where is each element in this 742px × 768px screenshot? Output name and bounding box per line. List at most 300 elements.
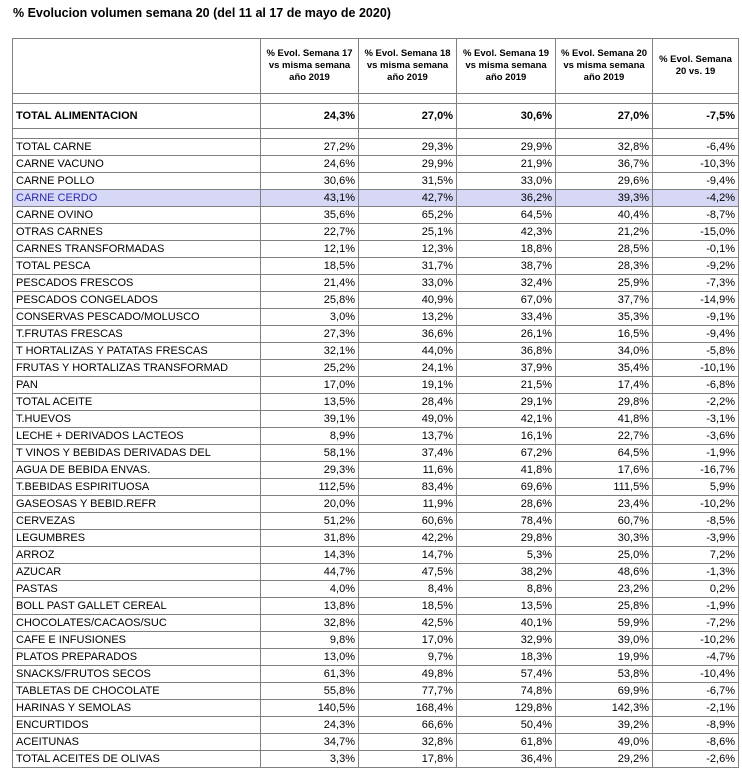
value-cell: 42,1% — [457, 411, 556, 428]
row-label — [13, 751, 261, 768]
value-cell: 49,0% — [359, 411, 457, 428]
row-label — [13, 207, 261, 224]
row-label — [13, 360, 261, 377]
row-label-text: CARNE CERDO — [16, 192, 98, 204]
value-cell: 22,7% — [261, 224, 359, 241]
value-cell: 16,5% — [556, 326, 653, 343]
column-header-week17: % Evol. Semana 17 vs misma semana año 2019 — [261, 39, 359, 94]
value-cell: 64,5% — [457, 207, 556, 224]
value-cell: 16,1% — [457, 428, 556, 445]
value-cell: 67,0% — [457, 292, 556, 309]
value-cell: 24,3% — [261, 717, 359, 734]
value-cell: 13,5% — [261, 394, 359, 411]
value-cell: 41,8% — [556, 411, 653, 428]
value-cell: 34,0% — [556, 343, 653, 360]
value-cell: 37,4% — [359, 445, 457, 462]
row-label-text: CARNES TRANSFORMADAS — [16, 243, 165, 255]
column-header-week20-vs-19: % Evol. Semana 20 vs. 19 — [653, 39, 739, 94]
value-cell: -6,7% — [653, 683, 739, 700]
value-cell: 19,9% — [556, 649, 653, 666]
row-label-text: CARNE POLLO — [16, 175, 95, 187]
row-label — [13, 292, 261, 309]
value-cell: 40,4% — [556, 207, 653, 224]
row-label-text: CARNE OVINO — [16, 209, 94, 221]
table-row — [13, 258, 739, 275]
table-row — [13, 428, 739, 445]
value-cell: 31,7% — [359, 258, 457, 275]
row-label-text: LEGUMBRES — [16, 532, 86, 544]
row-label — [13, 326, 261, 343]
row-label — [13, 700, 261, 717]
value-cell: 36,6% — [359, 326, 457, 343]
row-label — [13, 581, 261, 598]
row-label — [13, 309, 261, 326]
table-row — [13, 224, 739, 241]
value-cell: -2,6% — [653, 751, 739, 768]
value-cell: 38,7% — [457, 258, 556, 275]
row-label — [13, 241, 261, 258]
value-cell: -10,1% — [653, 360, 739, 377]
row-label — [13, 343, 261, 360]
row-label-text: ENCURTIDOS — [16, 719, 89, 731]
value-cell: -10,3% — [653, 156, 739, 173]
value-cell: 66,6% — [359, 717, 457, 734]
row-label-text: AZUCAR — [16, 566, 62, 578]
value-cell: 47,5% — [359, 564, 457, 581]
value-cell: 42,7% — [359, 190, 457, 207]
table-row — [13, 326, 739, 343]
value-cell: -10,2% — [653, 496, 739, 513]
value-cell: 12,3% — [359, 241, 457, 258]
value-cell: 17,0% — [261, 377, 359, 394]
total-row-label: TOTAL ALIMENTACION — [13, 104, 261, 129]
value-cell: 21,4% — [261, 275, 359, 292]
value-cell: 36,4% — [457, 751, 556, 768]
table-row — [13, 530, 739, 547]
value-cell: -8,6% — [653, 734, 739, 751]
row-label — [13, 156, 261, 173]
value-cell: -9,1% — [653, 309, 739, 326]
value-cell: 30,6% — [261, 173, 359, 190]
total-cell: 30,6% — [457, 104, 556, 129]
table-row — [13, 377, 739, 394]
value-cell: 20,0% — [261, 496, 359, 513]
value-cell: 55,8% — [261, 683, 359, 700]
value-cell: 39,0% — [556, 632, 653, 649]
row-label — [13, 411, 261, 428]
value-cell: -6,4% — [653, 139, 739, 156]
table-row — [13, 394, 739, 411]
value-cell: 51,2% — [261, 513, 359, 530]
value-cell: 74,8% — [457, 683, 556, 700]
column-header-week20: % Evol. Semana 20 vs misma semana año 2019 — [556, 39, 653, 94]
value-cell: 21,9% — [457, 156, 556, 173]
value-cell: -3,1% — [653, 411, 739, 428]
value-cell: 18,5% — [359, 598, 457, 615]
value-cell: 31,8% — [261, 530, 359, 547]
value-cell: -3,6% — [653, 428, 739, 445]
value-cell: 11,9% — [359, 496, 457, 513]
table-row — [13, 173, 739, 190]
value-cell: -0,1% — [653, 241, 739, 258]
value-cell: 13,7% — [359, 428, 457, 445]
row-label — [13, 632, 261, 649]
value-cell: 23,2% — [556, 581, 653, 598]
row-label — [13, 615, 261, 632]
value-cell: 32,8% — [359, 734, 457, 751]
table-row — [13, 241, 739, 258]
table-row — [13, 479, 739, 496]
value-cell: -1,9% — [653, 598, 739, 615]
value-cell: -7,2% — [653, 615, 739, 632]
table-row — [13, 547, 739, 564]
row-label — [13, 683, 261, 700]
row-label-text: T.BEBIDAS ESPIRITUOSA — [16, 481, 150, 493]
value-cell: 53,8% — [556, 666, 653, 683]
value-cell: 78,4% — [457, 513, 556, 530]
row-label — [13, 445, 261, 462]
value-cell: 32,4% — [457, 275, 556, 292]
row-label — [13, 734, 261, 751]
row-label — [13, 564, 261, 581]
value-cell: 17,0% — [359, 632, 457, 649]
row-label — [13, 394, 261, 411]
value-cell: 40,1% — [457, 615, 556, 632]
row-label — [13, 462, 261, 479]
value-cell: 36,7% — [556, 156, 653, 173]
table-row — [13, 666, 739, 683]
total-row — [13, 104, 739, 129]
row-label-text: CARNE VACUNO — [16, 158, 104, 170]
value-cell: 27,3% — [261, 326, 359, 343]
table-row — [13, 615, 739, 632]
value-cell: 7,2% — [653, 547, 739, 564]
row-label-text: PAN — [16, 379, 38, 391]
value-cell: 65,2% — [359, 207, 457, 224]
table-row — [13, 445, 739, 462]
value-cell: 59,9% — [556, 615, 653, 632]
table-row — [13, 649, 739, 666]
value-cell: 36,8% — [457, 343, 556, 360]
row-label — [13, 717, 261, 734]
value-cell: 32,9% — [457, 632, 556, 649]
value-cell: -10,2% — [653, 632, 739, 649]
value-cell: 29,2% — [556, 751, 653, 768]
value-cell: 69,6% — [457, 479, 556, 496]
row-label-text: CONSERVAS PESCADO/MOLUSCO — [16, 311, 200, 323]
spacer-row — [13, 129, 739, 139]
value-cell: 35,6% — [261, 207, 359, 224]
table-row — [13, 513, 739, 530]
value-cell: 25,0% — [556, 547, 653, 564]
value-cell: 61,3% — [261, 666, 359, 683]
value-cell: 50,4% — [457, 717, 556, 734]
value-cell: -4,7% — [653, 649, 739, 666]
value-cell: -3,9% — [653, 530, 739, 547]
table-row — [13, 598, 739, 615]
table-row — [13, 343, 739, 360]
value-cell: -14,9% — [653, 292, 739, 309]
value-cell: 30,3% — [556, 530, 653, 547]
value-cell: 39,1% — [261, 411, 359, 428]
value-cell: 13,5% — [457, 598, 556, 615]
value-cell: -9,4% — [653, 326, 739, 343]
row-label-text: ARROZ — [16, 549, 55, 561]
value-cell: 29,9% — [359, 156, 457, 173]
value-cell: 12,1% — [261, 241, 359, 258]
value-cell: 19,1% — [359, 377, 457, 394]
spacer-row — [13, 94, 739, 104]
value-cell: -5,8% — [653, 343, 739, 360]
value-cell: 28,6% — [457, 496, 556, 513]
row-label-text: T.HUEVOS — [16, 413, 72, 425]
header-row — [13, 39, 739, 94]
value-cell: 35,3% — [556, 309, 653, 326]
row-label-text: ACEITUNAS — [16, 736, 79, 748]
value-cell: -8,5% — [653, 513, 739, 530]
value-cell: 24,6% — [261, 156, 359, 173]
row-label — [13, 530, 261, 547]
value-cell: -8,9% — [653, 717, 739, 734]
value-cell: 29,9% — [457, 139, 556, 156]
value-cell: 61,8% — [457, 734, 556, 751]
value-cell: 140,5% — [261, 700, 359, 717]
total-cell: 27,0% — [556, 104, 653, 129]
value-cell: 18,5% — [261, 258, 359, 275]
table-row — [13, 632, 739, 649]
value-cell: 168,4% — [359, 700, 457, 717]
value-cell: 0,2% — [653, 581, 739, 598]
row-label — [13, 513, 261, 530]
value-cell: -10,4% — [653, 666, 739, 683]
row-label-text: SNACKS/FRUTOS SECOS — [16, 668, 151, 680]
value-cell: 25,8% — [261, 292, 359, 309]
table-row — [13, 751, 739, 768]
row-label-text: OTRAS CARNES — [16, 226, 103, 238]
row-label-text: TOTAL CARNE — [16, 141, 92, 153]
value-cell: 60,7% — [556, 513, 653, 530]
table-row — [13, 309, 739, 326]
table-row — [13, 700, 739, 717]
row-label-text: AGUA DE BEBIDA ENVAS. — [16, 464, 151, 476]
value-cell: 57,4% — [457, 666, 556, 683]
value-cell: 142,3% — [556, 700, 653, 717]
table-row — [13, 360, 739, 377]
value-cell: -7,3% — [653, 275, 739, 292]
value-cell: 18,3% — [457, 649, 556, 666]
value-cell: 42,2% — [359, 530, 457, 547]
value-cell: 44,7% — [261, 564, 359, 581]
value-cell: 48,6% — [556, 564, 653, 581]
value-cell: 27,2% — [261, 139, 359, 156]
row-label — [13, 190, 261, 207]
value-cell: 5,3% — [457, 547, 556, 564]
value-cell: 29,1% — [457, 394, 556, 411]
value-cell: 24,1% — [359, 360, 457, 377]
total-cell: 24,3% — [261, 104, 359, 129]
header-blank-cell — [13, 39, 261, 94]
table-row — [13, 292, 739, 309]
value-cell: 25,9% — [556, 275, 653, 292]
value-cell: 69,9% — [556, 683, 653, 700]
column-header-week18: % Evol. Semana 18 vs misma semana año 2019 — [359, 39, 457, 94]
value-cell: 21,5% — [457, 377, 556, 394]
value-cell: 29,8% — [457, 530, 556, 547]
value-cell: 9,8% — [261, 632, 359, 649]
value-cell: 29,8% — [556, 394, 653, 411]
value-cell: 34,7% — [261, 734, 359, 751]
row-label — [13, 649, 261, 666]
row-label — [13, 139, 261, 156]
value-cell: 29,3% — [359, 139, 457, 156]
value-cell: 8,4% — [359, 581, 457, 598]
value-cell: 112,5% — [261, 479, 359, 496]
value-cell: 111,5% — [556, 479, 653, 496]
row-label-text: FRUTAS Y HORTALIZAS TRANSFORMAD — [16, 362, 229, 374]
value-cell: 26,1% — [457, 326, 556, 343]
value-cell: 9,7% — [359, 649, 457, 666]
row-label-text: T.FRUTAS FRESCAS — [16, 328, 123, 340]
value-cell: 25,1% — [359, 224, 457, 241]
row-label-text: GASEOSAS Y BEBID.REFR — [16, 498, 157, 510]
value-cell: 32,1% — [261, 343, 359, 360]
value-cell: 13,8% — [261, 598, 359, 615]
value-cell: 37,9% — [457, 360, 556, 377]
value-cell: 14,7% — [359, 547, 457, 564]
row-label — [13, 275, 261, 292]
column-header-week19: % Evol. Semana 19 vs misma semana año 2019 — [457, 39, 556, 94]
value-cell: 67,2% — [457, 445, 556, 462]
row-label — [13, 428, 261, 445]
volume-evolution-table — [12, 38, 739, 768]
value-cell: 17,4% — [556, 377, 653, 394]
value-cell: 25,8% — [556, 598, 653, 615]
value-cell: -4,2% — [653, 190, 739, 207]
row-label-text: PLATOS PREPARADOS — [16, 651, 138, 663]
value-cell: 22,7% — [556, 428, 653, 445]
row-label-text: TOTAL ACEITES DE OLIVAS — [16, 753, 160, 765]
value-cell: 17,6% — [556, 462, 653, 479]
value-cell: 33,0% — [457, 173, 556, 190]
value-cell: -2,1% — [653, 700, 739, 717]
table-row — [13, 190, 739, 207]
total-cell: 27,0% — [359, 104, 457, 129]
value-cell: 29,6% — [556, 173, 653, 190]
value-cell: 49,0% — [556, 734, 653, 751]
row-label — [13, 258, 261, 275]
value-cell: 13,0% — [261, 649, 359, 666]
row-label — [13, 479, 261, 496]
value-cell: 39,3% — [556, 190, 653, 207]
value-cell: 129,8% — [457, 700, 556, 717]
table-row — [13, 462, 739, 479]
value-cell: 25,2% — [261, 360, 359, 377]
value-cell: -16,7% — [653, 462, 739, 479]
value-cell: 28,3% — [556, 258, 653, 275]
row-label — [13, 496, 261, 513]
value-cell: 31,5% — [359, 173, 457, 190]
value-cell: 3,3% — [261, 751, 359, 768]
value-cell: 43,1% — [261, 190, 359, 207]
value-cell: 8,9% — [261, 428, 359, 445]
value-cell: 23,4% — [556, 496, 653, 513]
value-cell: 39,2% — [556, 717, 653, 734]
row-label-text: LECHE + DERIVADOS LACTEOS — [16, 430, 184, 442]
value-cell: -6,8% — [653, 377, 739, 394]
value-cell: 42,5% — [359, 615, 457, 632]
row-label-text: TABLETAS DE CHOCOLATE — [16, 685, 160, 697]
value-cell: 44,0% — [359, 343, 457, 360]
value-cell: 5,9% — [653, 479, 739, 496]
row-label-text: CHOCOLATES/CACAOS/SUC — [16, 617, 167, 629]
row-label-text: T HORTALIZAS Y PATATAS FRESCAS — [16, 345, 208, 357]
value-cell: -15,0% — [653, 224, 739, 241]
row-label-text: PESCADOS FRESCOS — [16, 277, 134, 289]
value-cell: 37,7% — [556, 292, 653, 309]
value-cell: 28,4% — [359, 394, 457, 411]
table-row — [13, 581, 739, 598]
total-cell: -7,5% — [653, 104, 739, 129]
row-label-text: CERVEZAS — [16, 515, 76, 527]
value-cell: 3,0% — [261, 309, 359, 326]
value-cell: 21,2% — [556, 224, 653, 241]
value-cell: 83,4% — [359, 479, 457, 496]
value-cell: 11,6% — [359, 462, 457, 479]
value-cell: 17,8% — [359, 751, 457, 768]
value-cell: 33,0% — [359, 275, 457, 292]
table-row — [13, 411, 739, 428]
value-cell: 49,8% — [359, 666, 457, 683]
value-cell: 28,5% — [556, 241, 653, 258]
value-cell: 18,8% — [457, 241, 556, 258]
value-cell: -1,9% — [653, 445, 739, 462]
value-cell: 42,3% — [457, 224, 556, 241]
value-cell: -8,7% — [653, 207, 739, 224]
value-cell: 4,0% — [261, 581, 359, 598]
value-cell: 38,2% — [457, 564, 556, 581]
row-label-text: PESCADOS CONGELADOS — [16, 294, 158, 306]
row-label-text: TOTAL ACEITE — [16, 396, 93, 408]
table-row — [13, 207, 739, 224]
table-row — [13, 496, 739, 513]
value-cell: -9,2% — [653, 258, 739, 275]
value-cell: 32,8% — [556, 139, 653, 156]
value-cell: 41,8% — [457, 462, 556, 479]
table-row — [13, 156, 739, 173]
value-cell: 14,3% — [261, 547, 359, 564]
table-row — [13, 275, 739, 292]
row-label-text: T VINOS Y BEBIDAS DERIVADAS DEL — [16, 447, 211, 459]
value-cell: 32,8% — [261, 615, 359, 632]
value-cell: 36,2% — [457, 190, 556, 207]
row-label — [13, 547, 261, 564]
row-label-text: PASTAS — [16, 583, 58, 595]
table-row — [13, 683, 739, 700]
value-cell: 13,2% — [359, 309, 457, 326]
value-cell: 77,7% — [359, 683, 457, 700]
value-cell: 8,8% — [457, 581, 556, 598]
row-label — [13, 377, 261, 394]
row-label — [13, 666, 261, 683]
value-cell: -1,3% — [653, 564, 739, 581]
value-cell: -2,2% — [653, 394, 739, 411]
value-cell: 29,3% — [261, 462, 359, 479]
report-title: % Evolucion volumen semana 20 (del 11 al 17 de mayo de 2020) — [13, 6, 391, 20]
row-label-text: BOLL PAST GALLET CEREAL — [16, 600, 167, 612]
value-cell: 64,5% — [556, 445, 653, 462]
table-row — [13, 734, 739, 751]
row-label-text: HARINAS Y SEMOLAS — [16, 702, 132, 714]
